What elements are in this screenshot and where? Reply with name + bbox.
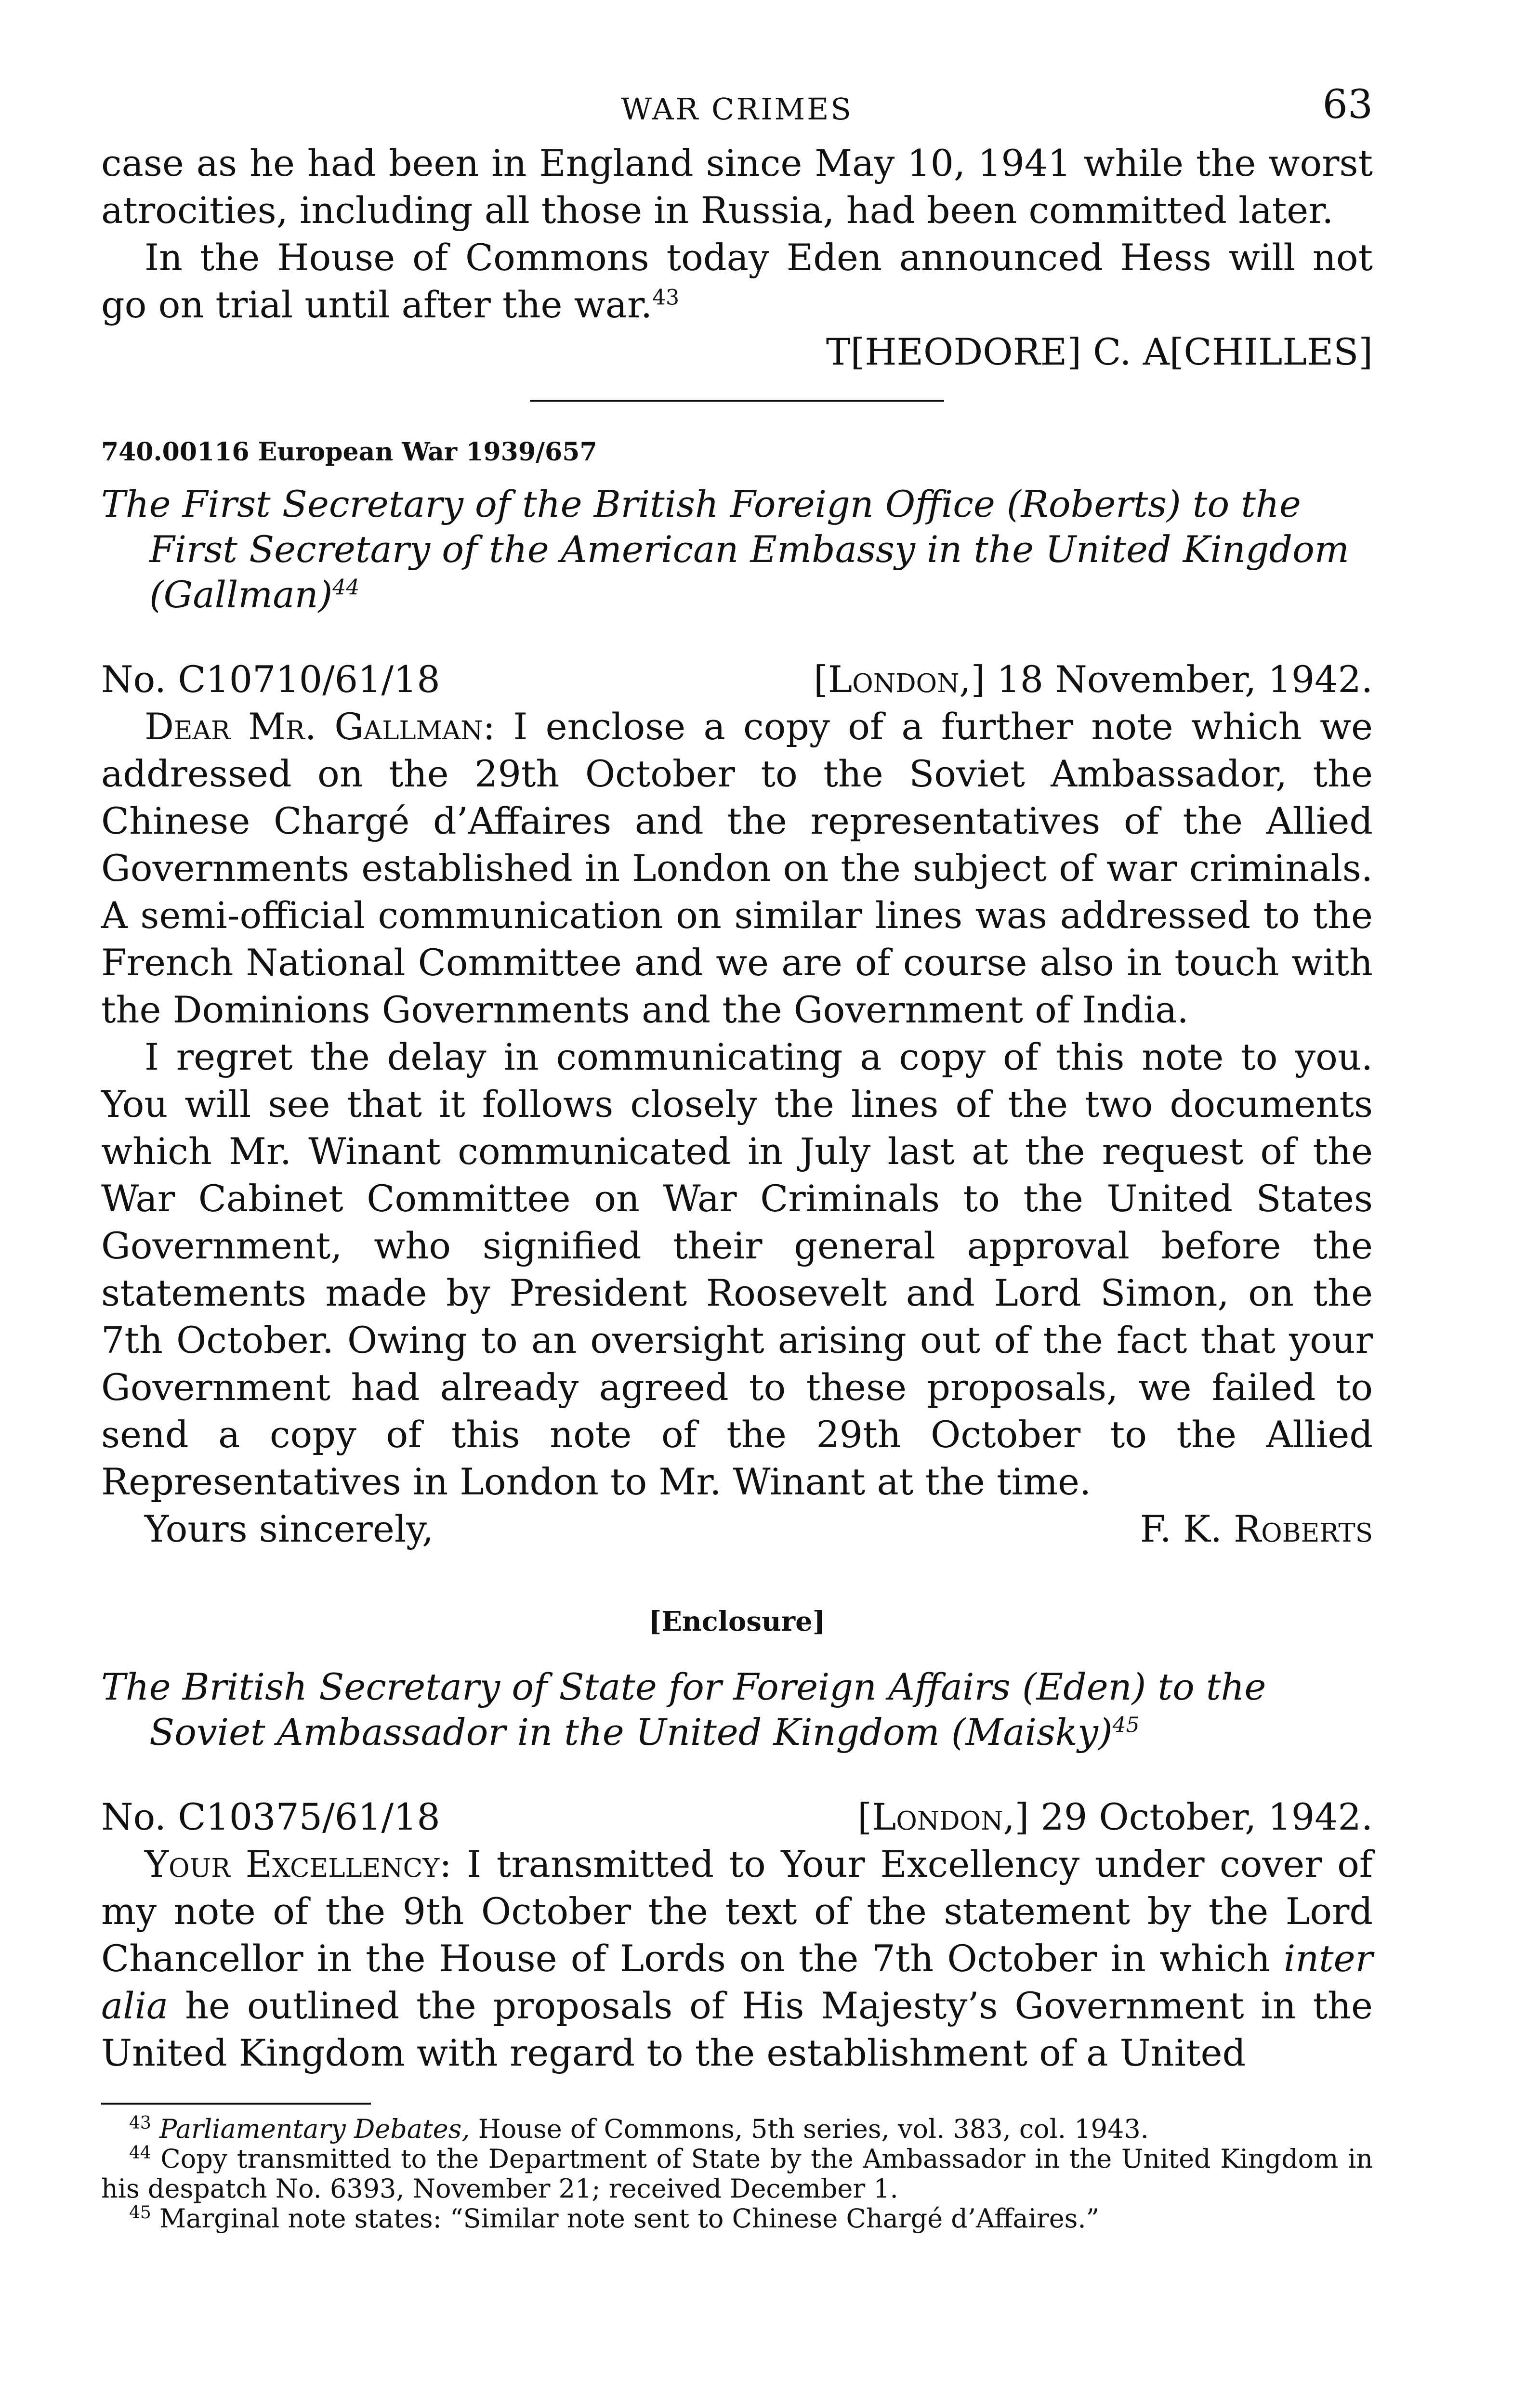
opening-text xyxy=(101,140,1373,376)
enclosure-paragraph xyxy=(101,1841,1373,2077)
section-divider xyxy=(530,400,944,402)
footnote-45-number: 45 xyxy=(129,2203,151,2223)
roberts-letter-date: 18 November, 1942. xyxy=(997,658,1373,701)
eden-announcement-paragraph xyxy=(101,234,1373,328)
footnote-reference-45: 45 xyxy=(1112,1713,1140,1738)
footnote-45 xyxy=(101,2204,1373,2234)
roberts-letter-closing-line xyxy=(101,1505,1373,1553)
enclosure-text-after-italic: he outlined the proposals of His Majesty’s Government in the United Kingdom with regard to the establishment of a United xyxy=(101,1984,1373,2074)
footnote-44-number: 44 xyxy=(129,2143,151,2163)
enclosure-place: [London,] xyxy=(857,1795,1029,1838)
eden-announcement-text: In the House of Commons today Eden announced Hess will not go on trial until after the war. xyxy=(101,236,1373,326)
roberts-letter-closing: Yours sincerely, xyxy=(145,1507,434,1550)
footnote-reference-43: 43 xyxy=(652,285,680,310)
footnote-43 xyxy=(101,2114,1373,2144)
roberts-letter-salutation: Dear Mr. Gallman: xyxy=(145,705,496,748)
roberts-letter-title-text: The First Secretary of the British Foreign Office (Roberts) to the First Secretary of the American Embassy in the United Kingdom (Gallman) xyxy=(101,483,1349,616)
file-reference: 740.00116 European War 1939/657 xyxy=(101,437,597,467)
enclosure-letter xyxy=(101,1606,1373,2077)
footnote-reference-44: 44 xyxy=(332,575,360,600)
roberts-letter-title xyxy=(101,482,1373,617)
roberts-letter-paragraph-2: I regret the delay in communicating a copy of this note to you. You will see that it follows closely the lines of the two documents which Mr. Winant communicated in July last at the request of the War Cabinet Committee on War Criminals to the United States Government, who signified their general approval before the statements made by President Roosevelt and Lord Simon, on the 7th October. Owing to an oversight arising out of the fact that your Government had already agreed to these proposals, we failed to send a copy of this note of the 29th October to the Allied Representatives in London to Mr. Winant at the time. xyxy=(101,1035,1373,1503)
enclosure-number: No. C10375/61/18 xyxy=(101,1795,440,1838)
footnote-45-text: Marginal note states: “Similar note sent to Chinese Chargé d’Affaires.” xyxy=(159,2203,1100,2234)
document-page xyxy=(101,82,1373,2234)
roberts-letter-number-date xyxy=(101,656,1373,703)
continued-paragraph: case as he had been in England since May 10, 1941 while the worst atrocities, including all those in Russia, had been committed later. xyxy=(101,142,1373,232)
roberts-letter-number: No. C10710/61/18 xyxy=(101,658,440,701)
enclosure-place-date xyxy=(857,1793,1373,1841)
enclosure-text-before-italic: I transmitted to Your Excellency under cover of my note of the 9th October the text of the statement by the Lord Chancellor in the House of Lords on the 7th October in which xyxy=(101,1843,1373,1980)
footnote-43-italic: Parliamentary Debates, xyxy=(159,2114,470,2144)
signature-bracket-achilles: [CHILLES] xyxy=(1169,330,1373,373)
signature-initial-t: T xyxy=(826,330,851,373)
enclosure-title xyxy=(101,1664,1373,1755)
footnote-divider xyxy=(101,2103,371,2105)
footnote-44 xyxy=(101,2144,1373,2204)
roberts-letter-place: [London,] xyxy=(814,658,986,701)
running-head xyxy=(101,82,1373,140)
running-title: WAR CRIMES xyxy=(621,92,853,127)
footnote-43-text: House of Commons, 5th series, vol. 383, col. 1943. xyxy=(478,2114,1149,2144)
enclosure-italic-phrase: inter alia xyxy=(101,1937,1373,2027)
enclosure-title-text: The British Secretary of State for Foreign Affairs (Eden) to the Soviet Ambassador in the United Kingdom (Maisky) xyxy=(101,1665,1266,1754)
enclosure-number-date xyxy=(101,1793,1373,1841)
achilles-signature xyxy=(101,328,1373,376)
footnote-43-number: 43 xyxy=(129,2113,151,2133)
footnote-44-text: Copy transmitted to the Department of State by the Ambassador in the United Kingdom in his despatch No. 6393, November 21; received December 1. xyxy=(101,2144,1373,2204)
roberts-signature: F. K. Roberts xyxy=(1140,1507,1373,1550)
roberts-letter-place-date xyxy=(814,656,1373,703)
roberts-letter xyxy=(101,435,1373,1553)
page-number: 63 xyxy=(1322,82,1373,128)
enclosure-label: [Enclosure] xyxy=(648,1606,826,1637)
signature-bracket-theodore: [HEODORE] xyxy=(850,330,1081,373)
footnotes xyxy=(101,2103,1373,2234)
roberts-letter-paragraph-1 xyxy=(101,703,1373,1034)
enclosure-date: 29 October, 1942. xyxy=(1040,1795,1373,1838)
signature-initial-ca: C. A xyxy=(1093,330,1170,373)
roberts-letter-paragraph-1-text: I enclose a copy of a further note which we addressed on the 29th October to the Soviet Ambassador, the Chinese Chargé d’Affaires and the representatives of the Allied Governments established in London on the subject of war criminals. A semi-official communication on similar lines was addressed to the French National Committee and we are of course also in touch with the Dominions Governments and the Government of India. xyxy=(101,705,1373,1031)
enclosure-salutation: Your Excellency: xyxy=(145,1843,452,1885)
